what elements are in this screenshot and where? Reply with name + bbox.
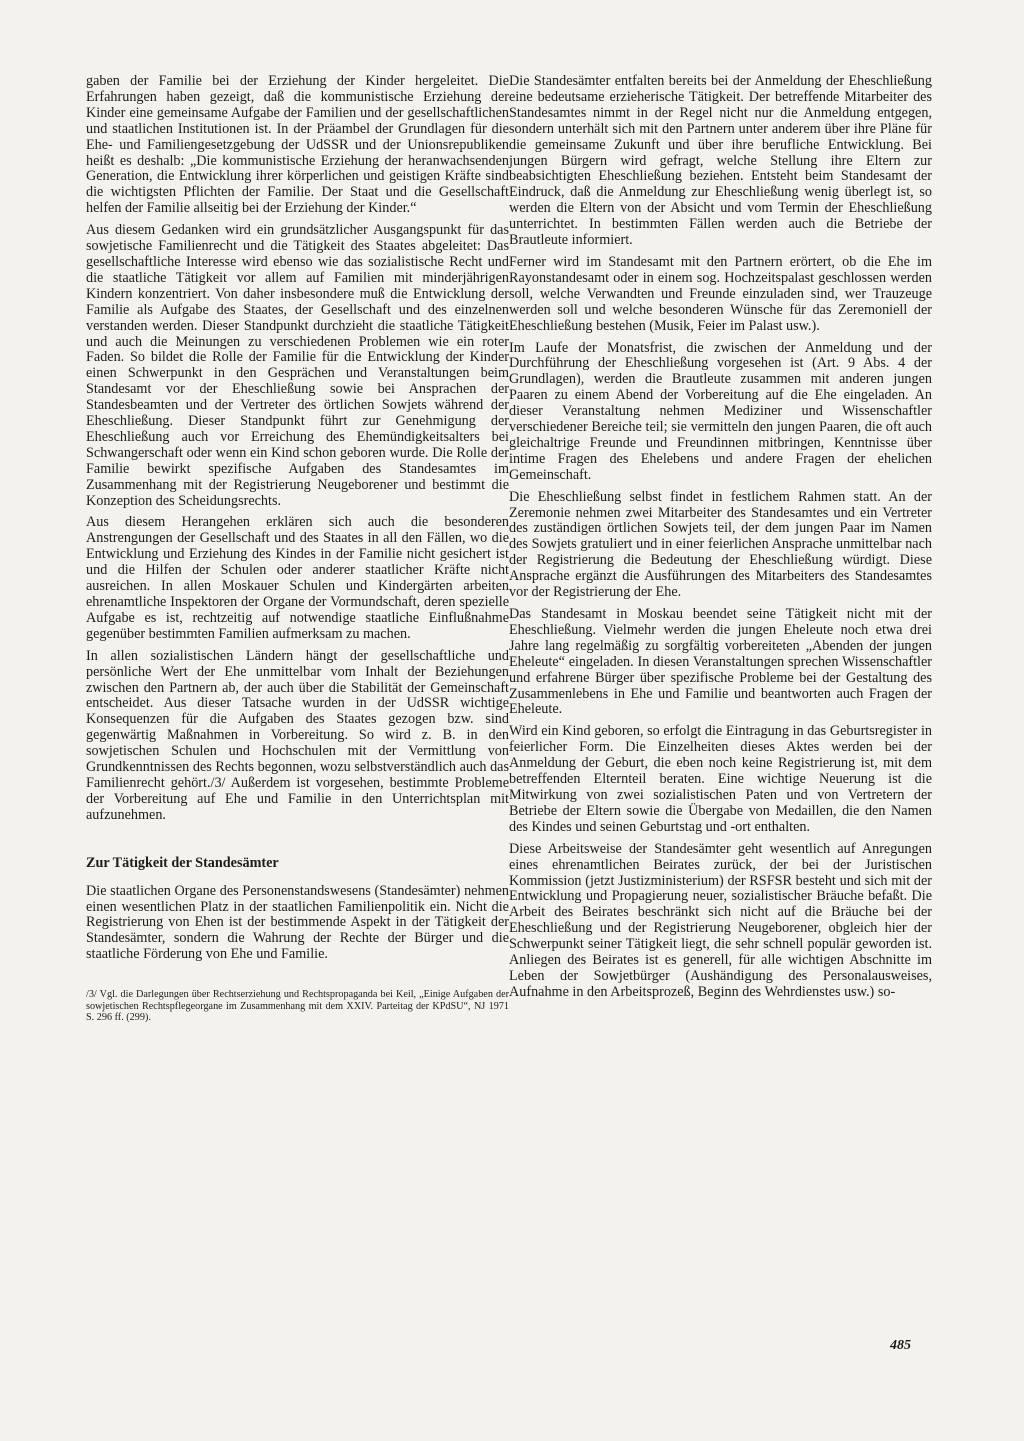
paragraph: Die staatlichen Organe des Personenstandswesens (Standesämter) nehmen einen wesentlichen Platz in der staatlichen Familienpolitik ein. Nicht die Registrierung von Ehen ist der bestimmende Aspekt in der Tätigkeit der Standesämter, sondern die Wahrung der Rechte der Bürger und die staatliche Förderung von Ehe und Familie. — [86, 882, 509, 963]
footnote: /3/ Vgl. die Darlegungen über Rechtserziehung und Rechtspropaganda bei Keil, „Einige Aufgaben der sowjetischen Rechtspflegeorgane im Zusammenhang mit dem XXIV. Parteitag der KPdSU“, NJ 1971 S. 296 ff. (299). — [86, 989, 509, 1023]
paragraph: Wird ein Kind geboren, so erfolgt die Eintragung in das Geburtsregister in feierlicher Form. Die Einzelheiten dieses Aktes werden bei der Anmeldung der Geburt, die eben noch keine Registrierung ist, mit dem betreffenden Elternteil beraten. Eine wichtige Neuerung ist die Mitwirkung von zwei sozialistischen Paten und von Vertretern der Betriebe der Eltern sowie die Übergabe von Medaillen, die den Namen des Kindes und seinen Geburtstag und -ort enthalten. — [509, 723, 932, 835]
paragraph: Ferner wird im Standesamt mit den Partnern erörtert, ob die Ehe im Rayonstandesamt oder in einem sog. Hochzeitspalast geschlossen werden soll, welche Verwandten und Freunde einzuladen sind, wer Trauzeuge werden soll und welche besonderen Wünsche für das Zeremoniell der Eheschließung bestehen (Musik, Feier im Palast usw.). — [509, 253, 932, 334]
paragraph: Aus diesem Gedanken wird ein grundsätzlicher Ausgangspunkt für das sowjetische Familienrecht und die Tätigkeit des Staates abgeleitet: Das gesellschaftliche Interesse wird ebenso wie das sozialistische Recht und die staatliche Tätigkeit vor allem auf Familien mit minderjährigen Kindern konzentriert. Von daher insbesondere muß die Entwicklung der Familie als Aufgabe des Staates, der Gesellschaft und des einzelnen verstanden werden. Dieser Standpunkt durchzieht die staatliche Tätigkeit und auch die Meinungen zu verschiedenen Problemen wie ein roter Faden. So bildet die Rolle der Familie für die Entwicklung der Kinder einen Schwerpunkt in den Gesprächen und Veranstaltungen beim Standesamt vor der Eheschließung sowie bei Ansprachen der Standesbeamten und der Vertreter des örtlichen Sowjets während der Eheschließung. Dieser Standpunkt führt zur Genehmigung der Eheschließung auch vor Erreichung des Ehemündigkeitsalters bei Schwangerschaft oder wenn ein Kind schon geboren wurde. Die Rolle der Familie bewirkt spezifische Aufgaben des Standesamtes im Zusammenhang mit der Registrierung Neugeborener und bestimmt die Konzeption des Scheidungsrechts. — [86, 222, 509, 509]
paragraph: Die Standesämter entfalten bereits bei der Anmeldung der Eheschließung eine bedeutsame erzieherische Tätigkeit. Der betreffende Mitarbeiter des Standesamtes nimmt in der Regel nicht nur die Anmeldung entgegen, sondern unterhält sich mit den Partnern unter anderem über ihre Pläne für die gemeinsame Zukunft und über ihre berufliche Entwicklung. Bei jungen Bürgern wird gefragt, welche Stellung ihre Eltern zur beabsichtigten Eheschließung beziehen. Entsteht beim Standesamt der Eindruck, daß die Anmeldung zur Eheschließung wenig überlegt ist, so werden die Eltern von der Absicht und vom Termin der Eheschließung unterrichtet. In bestimmten Fällen werden auch die Betriebe der Brautleute informiert. — [509, 73, 932, 249]
paragraph: gaben der Familie bei der Erziehung der Kinder hergeleitet. Die Erfahrungen haben gezeigt, daß die kommunistische Erziehung der Kinder eine gemeinsame Aufgabe der Familien und der gesellschaftlichen und staatlichen Institutionen ist. In der Präambel der Grundlagen für die Ehe- und Familiengesetzgebung der UdSSR und der Unionsrepubliken heißt es deshalb: „Die kommunistische Erziehung der heranwachsenden Generation, die Entwicklung ihrer körperlichen und geistigen Kräfte sind die wichtigsten Pflichten der Familie. Der Staat und die Gesellschaft helfen der Familie allseitig bei der Erziehung der Kinder.“ — [86, 73, 509, 217]
page-number: 485 — [890, 1338, 911, 1353]
paragraph: Die Eheschließung selbst findet in festlichem Rahmen statt. An der Zeremonie nehmen zwei Mitarbeiter des Standesamtes und ein Vertreter des zuständigen örtlichen Sowjets teil, der dem jungen Paar im Namen des Sowjets gratuliert und in einer feierlichen Ansprache unmittelbar nach der Registrierung die Bedeutung der Eheschließung würdigt. Diese Ansprache ergänzt die Ausführungen des Mitarbeiters des Standesamtes vor der Registrierung der Ehe. — [509, 488, 932, 601]
paragraph: Aus diesem Herangehen erklären sich auch die besonderen Anstrengungen der Gesellschaft und des Staates in all den Fällen, wo die Entwicklung und Erziehung des Kindes in der Familie nicht gesichert ist und die Hilfen der Schulen oder anderer staatlicher Kräfte nicht ausreichen. In allen Moskauer Schulen und Kindergärten arbeiten ehrenamtliche Inspektoren der Organe der Vormundschaft, deren spezielle Aufgabe es ist, rechtzeitig auf notwendige staatliche Einflußnahme gegenüber bestimmten Familien aufmerksam zu machen. — [86, 514, 509, 642]
right-column — [509, 74, 932, 1007]
paragraph: Das Standesamt in Moskau beendet seine Tätigkeit nicht mit der Eheschließung. Vielmehr werden die jungen Eheleute noch etwa drei Jahre lang regelmäßig zu sorgfältig vorbereiteten „Abenden der jungen Eheleute“ eingeladen. In diesen Veranstaltungen sprechen Wissenschaftler und erfahrene Bürger über spezifische Probleme bei der Gestaltung des Zusammenlebens in Ehe und Familie und beantworten auch Fragen der Eheleute. — [509, 606, 932, 718]
paragraph: In allen sozialistischen Ländern hängt der gesellschaftliche und persönliche Wert der Ehe unmittelbar vom Inhalt der Beziehungen zwischen den Partnern ab, der auch über die Stabilität der Gemeinschaft entscheidet. Aus dieser Tatsache wurden in der UdSSR wichtige Konsequenzen für die Aufgaben des Staates gezogen bzw. sind gegenwärtig Maßnahmen in Vorbereitung. So wird z. B. in den sowjetischen Schulen und Hochschulen mit der Vermittlung von Grundkenntnissen des Rechts begonnen, wozu selbstverständlich auch das Familienrecht gehört./3/ Außerdem ist vorgesehen, bestimmte Probleme der Vorbereitung auf Ehe und Familie in den Unterrichtsplan mit aufzunehmen. — [86, 647, 509, 823]
section-heading: Zur Tätigkeit der Standesämter — [86, 854, 279, 871]
left-column — [86, 74, 509, 1029]
paragraph: Im Laufe der Monatsfrist, die zwischen der Anmeldung und der Durchführung der Eheschließung vorgesehen ist (Art. 9 Abs. 4 der Grundlagen), werden die Brautleute zusammen mit anderen jungen Paaren zu einem Abend der Vorbereitung auf die Ehe eingeladen. An dieser Veranstaltung nehmen Mediziner und Wissenschaftler verschiedener Bereiche teil; sie vermitteln den jungen Paaren, die oft auch gleichaltrige Freunde und Freundinnen mitbringen, Kenntnisse über intime Fragen des Ehelebens und andere Fragen der ehelichen Gemeinschaft. — [509, 339, 932, 483]
paragraph: Diese Arbeitsweise der Standesämter geht wesentlich auf Anregungen eines ehrenamtlichen Beirates zurück, der bei der Juristischen Kommission (jetzt Justizministerium) der RSFSR besteht und sich mit der Entwicklung und Propagierung neuer, sozialistischer Bräuche befaßt. Die Arbeit des Beirates beschränkt sich nicht auf die Bräuche bei der Eheschließung und der Registrierung Neugeborener, obgleich hier der Schwerpunkt seiner Tätigkeit liegt, die sehr schnell populär geworden ist. Anliegen des Beirates ist es generell, für alle wichtigen Abschnitte im Leben der Sowjetbürger (Aushändigung des Personalausweises, Aufnahme in den Arbeitsprozeß, Beginn des Wehrdienstes usw.) so- — [509, 840, 932, 1000]
